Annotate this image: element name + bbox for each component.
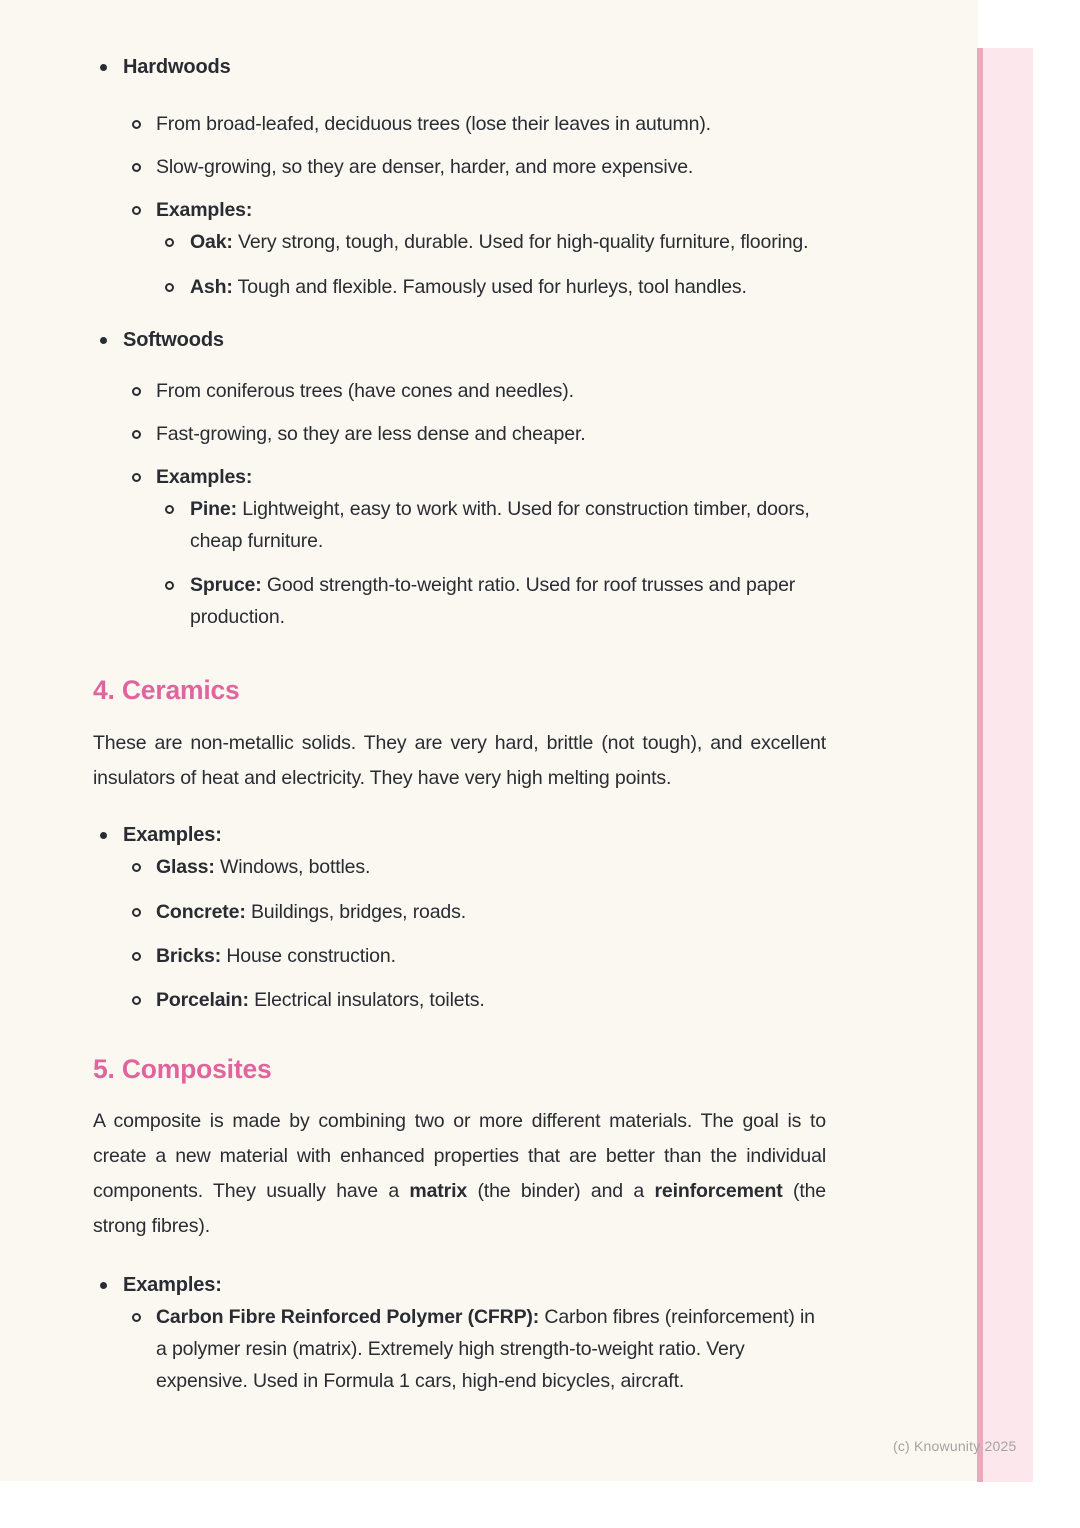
example-desc: Tough and flexible. Famously used for hurleys, tool handles. (232, 276, 747, 298)
list-item (93, 151, 826, 183)
intro-segment: (the strong fibres). (93, 1180, 826, 1237)
circle-bullet-icon (165, 581, 174, 590)
list-item-example (93, 226, 826, 258)
wood-type-title: Softwoods (123, 329, 224, 351)
list-item-example (93, 1301, 826, 1397)
example-name: Carbon Fibre Reinforced Polymer (CFRP): (156, 1306, 540, 1328)
intro-segment: (the binder) and a (467, 1180, 655, 1202)
circle-bullet-icon (132, 952, 141, 961)
wood-point: Slow-growing, so they are denser, harder, and more expensive. (156, 156, 694, 178)
list-item (93, 375, 826, 407)
list-item-example (93, 851, 826, 883)
list-item-example (93, 896, 826, 928)
examples-label: Examples: (156, 199, 253, 221)
page-content (93, 0, 826, 1397)
list-item-example (93, 271, 826, 303)
circle-bullet-icon (132, 996, 141, 1005)
list-item-softwoods (93, 324, 826, 356)
circle-bullet-icon (132, 120, 141, 129)
example-name: Porcelain: (156, 989, 249, 1011)
list-item-example (93, 984, 826, 1016)
section-heading-ceramics: 4. Ceramics (93, 675, 240, 705)
example-name: Pine: (190, 498, 237, 520)
wood-point: From broad-leafed, deciduous trees (lose their leaves in autumn). (156, 113, 711, 135)
watermark: (c) Knowunity 2025 (893, 1438, 1017, 1454)
ceramics-intro: These are non-metallic solids. They are very hard, brittle (not tough), and excellent insulators of heat and electricity. They have very high melting points. (93, 732, 826, 789)
bullet-icon (100, 64, 107, 71)
circle-bullet-icon (132, 908, 141, 917)
circle-bullet-icon (132, 863, 141, 872)
side-accent-panel (983, 48, 1033, 1482)
circle-bullet-icon (132, 430, 141, 439)
wood-point: Fast-growing, so they are less dense and cheaper. (156, 423, 586, 445)
example-name: Spruce: (190, 574, 262, 596)
example-name: Bricks: (156, 945, 222, 967)
list-item-examples (93, 1269, 826, 1301)
list-item-example (93, 940, 826, 972)
intro-segment-reinforcement: reinforcement (654, 1180, 783, 1202)
example-desc: Very strong, tough, durable. Used for high-quality furniture, flooring. (232, 231, 809, 253)
wood-point: From coniferous trees (have cones and needles). (156, 380, 574, 402)
example-desc: House construction. (221, 945, 396, 967)
list-item-examples (93, 819, 826, 851)
example-desc: Lightweight, easy to work with. Used for construction timber, doors, cheap furniture. (190, 498, 810, 552)
circle-bullet-icon (165, 283, 174, 292)
list-item-examples (93, 194, 826, 226)
intro-segment-matrix: matrix (409, 1180, 468, 1202)
circle-bullet-icon (132, 1313, 141, 1322)
example-desc: Electrical insulators, toilets. (248, 989, 485, 1011)
list-item-example (93, 493, 826, 557)
list-item-hardwoods (93, 51, 826, 83)
examples-label: Examples: (156, 466, 253, 488)
circle-bullet-icon (132, 473, 141, 482)
examples-label: Examples: (123, 1274, 222, 1296)
example-name: Oak: (190, 231, 233, 253)
example-name: Concrete: (156, 901, 246, 923)
circle-bullet-icon (132, 387, 141, 396)
example-name: Ash: (190, 276, 233, 298)
example-desc: Windows, bottles. (214, 856, 371, 878)
bullet-icon (100, 1282, 107, 1289)
example-desc: Good strength-to-weight ratio. Used for roof trusses and paper production. (190, 574, 796, 628)
wood-type-title: Hardwoods (123, 56, 231, 78)
circle-bullet-icon (165, 505, 174, 514)
composites-intro (93, 1104, 826, 1244)
list-item-example (93, 569, 826, 633)
examples-label: Examples: (123, 824, 222, 846)
bullet-icon (100, 337, 107, 344)
list-item (93, 418, 826, 450)
bullet-icon (100, 832, 107, 839)
list-item (93, 108, 826, 140)
circle-bullet-icon (132, 206, 141, 215)
example-name: Glass: (156, 856, 215, 878)
example-desc: Carbon fibres (reinforcement) in a polymer resin (matrix). Extremely high strength-to-weight ratio. Very expensive. Used in Formula 1 cars, high-end bicycles, aircraft. (156, 1306, 815, 1392)
intro-segment: A composite is made by combining two or more different materials. The goal is to create a new material with enhanced properties that are better than the individual components. They usually have a (93, 1110, 826, 1202)
circle-bullet-icon (132, 163, 141, 172)
example-desc: Buildings, bridges, roads. (245, 901, 466, 923)
list-item-examples (93, 461, 826, 493)
circle-bullet-icon (165, 238, 174, 247)
section-heading-composites: 5. Composites (93, 1054, 272, 1084)
